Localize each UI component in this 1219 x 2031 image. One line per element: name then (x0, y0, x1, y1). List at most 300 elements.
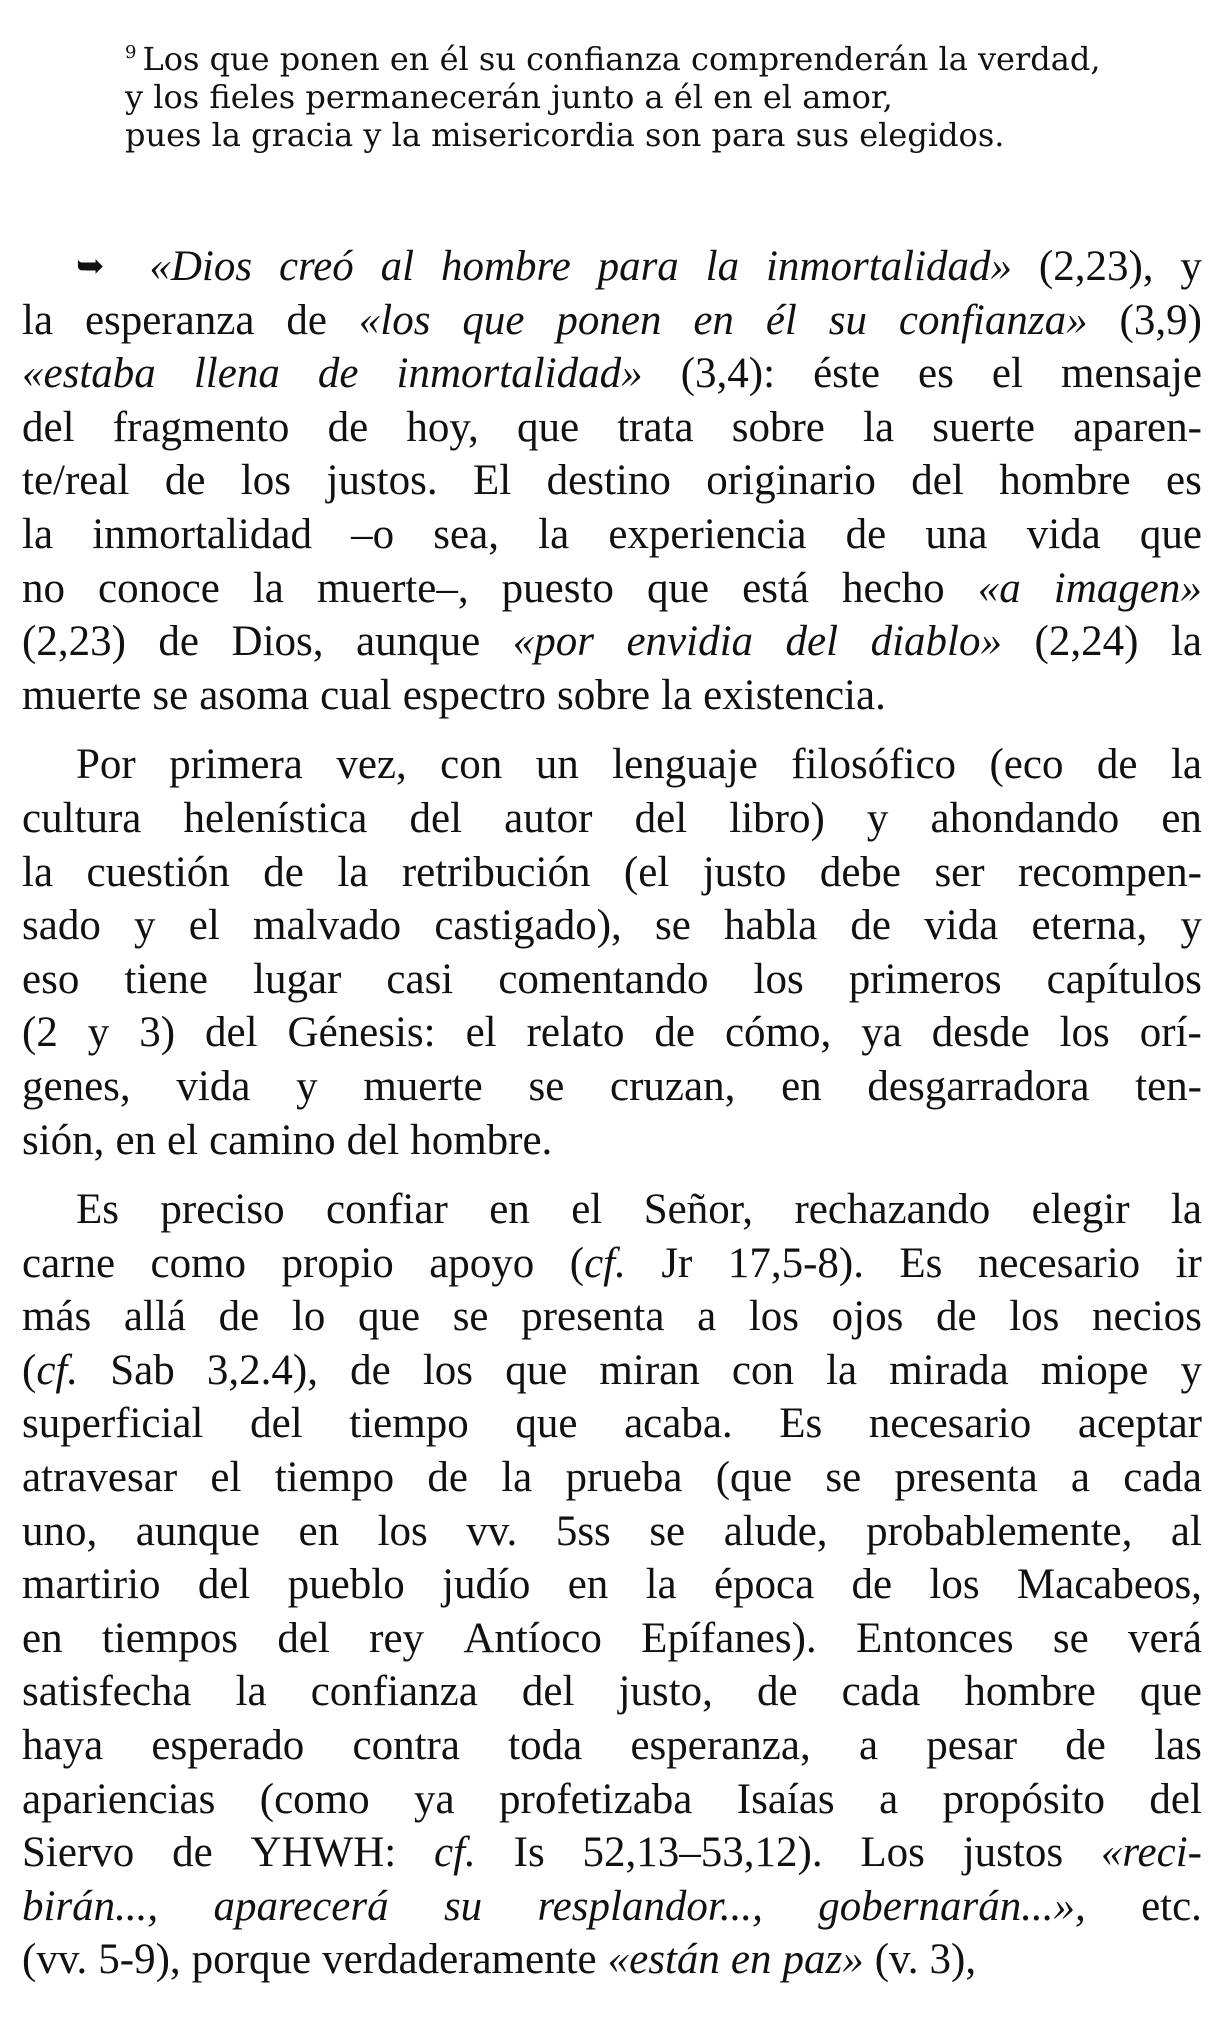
text-line (22, 953, 1202, 1007)
word: los (377, 1507, 428, 1555)
word: vida (176, 1062, 251, 1110)
word: necios (1092, 1293, 1202, 1341)
word: «los (358, 296, 431, 344)
verse-line: pues la gracia y la misericordia son para sus elegidos. (125, 116, 1005, 154)
word: pesar (926, 1722, 1018, 1770)
word: resplandor..., (537, 1882, 763, 1930)
word: pueblo (287, 1561, 405, 1609)
word: una (925, 510, 988, 558)
word: sobre (556, 671, 651, 719)
word: Is (513, 1829, 545, 1877)
word: de (1065, 1722, 1106, 1770)
word: de (427, 1454, 468, 1502)
word: Señor, (643, 1186, 754, 1234)
word: asoma (199, 671, 310, 719)
text-line (22, 1826, 1202, 1880)
word: de (263, 848, 304, 896)
word: allá (123, 1293, 186, 1341)
word: martirio (22, 1561, 161, 1609)
word: tiempo (274, 1454, 395, 1502)
word: en (693, 296, 734, 344)
word: (2,23), (1038, 243, 1154, 290)
word: cruzan, (610, 1062, 736, 1110)
word: castigado), (434, 902, 622, 950)
word: del (634, 794, 688, 842)
word: del (521, 1668, 575, 1716)
word: que (516, 403, 580, 451)
commentary-body (22, 240, 1202, 1987)
word: (eco (989, 741, 1064, 789)
text-line (22, 1880, 1202, 1934)
word: no (22, 564, 65, 612)
word: genes, (22, 1062, 131, 1110)
word: la (538, 510, 570, 558)
word: la (252, 564, 284, 612)
word: sado (22, 902, 101, 950)
word: aceptar (1077, 1400, 1202, 1448)
word: 3) (139, 1009, 176, 1057)
word: debe (819, 848, 901, 896)
word: ir (1175, 1239, 1202, 1287)
word: la (22, 848, 54, 896)
word: más (22, 1293, 92, 1341)
word: que (1139, 1668, 1202, 1716)
word: acaba. (624, 1400, 733, 1448)
word: el (991, 350, 1023, 398)
word: (3,9) (1119, 296, 1202, 344)
word: Los (860, 1829, 925, 1877)
word: desde (931, 1009, 1030, 1057)
word: la (337, 848, 369, 896)
word: ojos (831, 1293, 904, 1341)
word: el (465, 1009, 497, 1057)
word: la (1170, 618, 1202, 666)
word: experiencia (608, 510, 807, 558)
word: justo, (618, 1668, 713, 1716)
text-line (22, 846, 1202, 900)
word: y (1180, 1346, 1202, 1394)
word: casi (386, 955, 454, 1003)
word: imagen» (1053, 564, 1202, 612)
word: de (286, 296, 327, 344)
text-line (22, 1558, 1202, 1612)
word: muerte (22, 671, 142, 719)
word: ahondando (930, 794, 1120, 842)
word: diablo» (870, 618, 1003, 666)
word: (2 (22, 1009, 58, 1057)
text-line (22, 1397, 1202, 1451)
text-line (22, 1006, 1202, 1060)
word: y (296, 1062, 318, 1110)
word: «estaba (22, 350, 156, 398)
word: preciso (160, 1186, 285, 1234)
word: recompen- (1018, 848, 1202, 896)
word: ya (861, 1009, 902, 1057)
word: espectro (402, 671, 546, 719)
word: a (1070, 1454, 1090, 1502)
word: cada (1123, 1454, 1202, 1502)
commentary-paragraph (22, 1183, 1202, 1987)
word: sobre (731, 403, 825, 451)
word: te/real (22, 457, 130, 505)
word: vv. (466, 1507, 518, 1555)
text-line (22, 1344, 1202, 1398)
word: autor (504, 794, 593, 842)
word: toda (508, 1722, 583, 1770)
word: ponen (556, 296, 662, 344)
word: la (826, 1346, 858, 1394)
word: necesario (977, 1239, 1141, 1287)
word: época (713, 1561, 815, 1609)
word: aparecerá (213, 1882, 389, 1930)
word: la (863, 403, 895, 451)
word: 52,13–53,12). (582, 1829, 823, 1877)
word: las (1154, 1722, 1202, 1770)
word: (cf. (569, 1239, 626, 1287)
word: apariencias (22, 1775, 216, 1823)
word: –o (351, 510, 395, 558)
text-line (22, 454, 1202, 508)
word: en (1161, 794, 1202, 842)
word: Entonces (855, 1614, 1014, 1662)
word: los (240, 457, 292, 505)
word: tiempos (101, 1614, 239, 1662)
word: éste (813, 350, 880, 398)
text-line (22, 240, 1202, 294)
text-line (22, 1060, 1202, 1114)
word: justos. (326, 457, 438, 505)
word: carne (22, 1239, 116, 1287)
word: eterna, (1031, 902, 1148, 950)
word: la (661, 671, 693, 719)
word: 3,2.4), (206, 1346, 318, 1394)
word: Macabeos, (1016, 1561, 1202, 1609)
word: (v. (874, 1936, 919, 1984)
word: profetizaba (499, 1775, 693, 1823)
verse-number: 9 (125, 42, 137, 63)
word: helenística (183, 794, 368, 842)
word: que (646, 564, 710, 612)
word: Dios, (231, 618, 324, 666)
text-line (22, 1665, 1202, 1719)
word: lo (291, 1293, 326, 1341)
word: judío (442, 1561, 531, 1609)
word: en (22, 1614, 63, 1662)
word: del (250, 1400, 303, 1448)
word: Epífanes). (641, 1614, 817, 1662)
word: del (785, 618, 839, 666)
word: retribución (401, 848, 591, 896)
word: malvado (253, 902, 402, 950)
word: en (781, 1062, 822, 1110)
word: (vv. (22, 1936, 88, 1984)
word: con (440, 741, 503, 789)
word: sea, (433, 510, 499, 558)
word: (el (623, 848, 670, 896)
word: que (505, 1346, 568, 1394)
text-line (22, 1183, 1202, 1237)
word: de (218, 1293, 260, 1341)
text-line (22, 1114, 1202, 1168)
word: (que (715, 1454, 793, 1502)
word: lugar (253, 955, 342, 1003)
word: y (1180, 902, 1202, 950)
word: se (152, 671, 189, 719)
word: de (327, 403, 369, 451)
word: Siervo (22, 1829, 135, 1877)
word: «están (607, 1936, 720, 1984)
word: conoce (98, 564, 220, 612)
word: «Dios (149, 243, 253, 290)
word: Antíoco (463, 1614, 602, 1662)
word: del (1149, 1775, 1202, 1823)
word: alude, (723, 1507, 828, 1555)
commentary-paragraph (22, 738, 1202, 1167)
word: Por (76, 741, 136, 789)
text-line (22, 615, 1202, 669)
word: miope (1040, 1346, 1149, 1394)
word: contra (352, 1722, 460, 1770)
word: apoyo (429, 1239, 535, 1287)
word: llena (193, 350, 280, 398)
text-line (22, 562, 1202, 616)
word: es (1166, 457, 1202, 505)
word: (cf. (22, 1346, 79, 1394)
word: hombre (964, 1668, 1096, 1716)
word: habla (724, 902, 818, 950)
text-line (22, 294, 1202, 348)
word: mirada (889, 1346, 1009, 1394)
word: cultura (22, 794, 142, 842)
word: de (935, 1293, 977, 1341)
word: birán..., (22, 1882, 159, 1930)
word: hoy, (406, 403, 479, 451)
word: 5-9), (98, 1936, 181, 1984)
word: confianza» (898, 296, 1088, 344)
word: su (828, 296, 867, 344)
word: gobernarán...», (818, 1882, 1086, 1930)
word: Sab (110, 1346, 175, 1394)
word: presenta (521, 1293, 665, 1341)
word: de (317, 350, 359, 398)
word: los (422, 1346, 474, 1394)
word: la (705, 243, 740, 290)
word: necesario (868, 1400, 1032, 1448)
word: hecho (842, 564, 945, 612)
word: a (879, 1775, 899, 1823)
word: de (851, 1561, 893, 1609)
word: aparen- (1073, 403, 1202, 451)
word: de (172, 1829, 213, 1877)
word: envidia (626, 618, 754, 666)
verse-block (125, 34, 1210, 154)
word: los (1059, 1009, 1110, 1057)
word: confianza (310, 1668, 478, 1716)
word: justo (702, 848, 787, 896)
word: de (164, 457, 206, 505)
word: satisfecha (22, 1668, 192, 1716)
word: (2,24) (1034, 618, 1139, 666)
word: el (571, 1186, 603, 1234)
word: la (235, 1668, 267, 1716)
word: destino (546, 457, 671, 505)
word: se (1052, 1614, 1089, 1662)
word: vida (924, 902, 999, 950)
word: camino (209, 1116, 336, 1164)
word: la (1170, 1186, 1202, 1234)
word: cuestión (86, 848, 230, 896)
word: vez, (336, 741, 407, 789)
word: con (731, 1346, 794, 1394)
word: ya (414, 1775, 455, 1823)
word: «reci- (1100, 1829, 1202, 1877)
word: trata (617, 403, 694, 451)
word: atravesar (22, 1454, 178, 1502)
text-line (22, 1612, 1202, 1666)
word: que (357, 1293, 421, 1341)
word: miran (599, 1346, 700, 1394)
word: tiempo (349, 1400, 469, 1448)
word: el (210, 1454, 242, 1502)
word: que (462, 296, 525, 344)
word: es (918, 350, 954, 398)
arrow-icon: ➥ (76, 246, 105, 286)
word: en (115, 1116, 157, 1164)
word: (3,4): (680, 350, 776, 398)
word: propósito (942, 1775, 1105, 1823)
word: él (765, 296, 797, 344)
word: del (911, 457, 964, 505)
word: esperanza (84, 296, 255, 344)
word: uno, (22, 1507, 98, 1555)
word: (2,23) (22, 618, 126, 666)
verse-line: $^9$ Los que ponen en él su confianza comprenderán la verdad, (125, 40, 1101, 78)
verse-line: y los fieles permanecerán junto a él en el amor, (125, 78, 893, 116)
word: para (597, 243, 679, 290)
word: vida (1026, 510, 1101, 558)
word: de (1096, 741, 1138, 789)
word: de (350, 1346, 391, 1394)
word: eso (22, 955, 80, 1003)
word: rechazando (794, 1186, 991, 1234)
word: el (167, 1116, 199, 1164)
word: orí- (1139, 1009, 1202, 1057)
word: un (535, 741, 579, 789)
word: esperado (151, 1722, 305, 1770)
text-line (22, 1451, 1202, 1505)
word: en (567, 1561, 609, 1609)
word: cf. (434, 1829, 476, 1877)
word: (como (259, 1775, 370, 1823)
word: cual (320, 671, 392, 719)
word: aunque (356, 618, 481, 666)
word: se (649, 1507, 686, 1555)
word: inmortalidad» (396, 350, 643, 398)
word: paz» (782, 1936, 864, 1984)
word: fragmento (112, 403, 290, 451)
word: inmortalidad» (765, 243, 1013, 290)
word: Es (76, 1186, 119, 1234)
word: del (197, 1561, 251, 1609)
word: la (1170, 741, 1202, 789)
word: confiar (326, 1186, 448, 1234)
word: etc. (1141, 1882, 1202, 1930)
word: cada (841, 1668, 921, 1716)
word: los (753, 955, 804, 1003)
word: 17,5-8). (727, 1239, 864, 1287)
word: la (22, 510, 54, 558)
word: capítulos (1046, 955, 1202, 1003)
word: primeros (848, 955, 1002, 1003)
word: justos (962, 1829, 1064, 1877)
text-line (22, 899, 1202, 953)
word: que (515, 1400, 578, 1448)
word: tiene (124, 955, 208, 1003)
word: se (452, 1293, 489, 1341)
word: esperanza, (630, 1722, 811, 1770)
word: elegir (1031, 1186, 1130, 1234)
text-line (22, 1773, 1202, 1827)
text-line (22, 401, 1202, 455)
word: verá (1127, 1614, 1202, 1662)
word: de (654, 1009, 695, 1057)
word: en (298, 1507, 340, 1555)
word: hombre (999, 457, 1131, 505)
word: y (1180, 243, 1202, 290)
text-line (22, 792, 1202, 846)
word: porque (191, 1936, 312, 1984)
word: puesto (501, 564, 614, 612)
word: haya (22, 1722, 104, 1770)
word: Es (779, 1400, 823, 1448)
word: los (929, 1561, 980, 1609)
word: la (22, 296, 54, 344)
word: el (188, 902, 220, 950)
word: prueba (565, 1454, 683, 1502)
text-line (22, 1237, 1202, 1291)
word: probablemente, (866, 1507, 1133, 1555)
word: muerte–, (316, 564, 469, 612)
word: creó (278, 243, 354, 290)
text-line (22, 1719, 1202, 1773)
word: se (825, 1454, 862, 1502)
word: se (528, 1062, 565, 1110)
word: de (850, 902, 891, 950)
word: mensaje (1061, 350, 1202, 398)
word: a (858, 1722, 879, 1770)
word: hombre (440, 243, 571, 290)
word: del (409, 794, 463, 842)
word: desgarradora (867, 1062, 1090, 1110)
word: 5ss (555, 1507, 611, 1555)
word: «a (977, 564, 1021, 612)
word: los (1009, 1293, 1060, 1341)
word: de (756, 1668, 798, 1716)
word: existencia. (703, 671, 886, 719)
word: al (1170, 1507, 1202, 1555)
word: se (655, 902, 691, 950)
word: aunque (135, 1507, 260, 1555)
word: «por (512, 618, 594, 666)
word: hombre. (410, 1116, 553, 1164)
word: ten- (1135, 1062, 1202, 1110)
text-line (22, 738, 1202, 792)
word: del (22, 403, 75, 451)
text-line (22, 669, 1202, 723)
word: Jr (661, 1239, 693, 1287)
word: verdaderamente (322, 1936, 597, 1984)
word: El (473, 457, 512, 505)
